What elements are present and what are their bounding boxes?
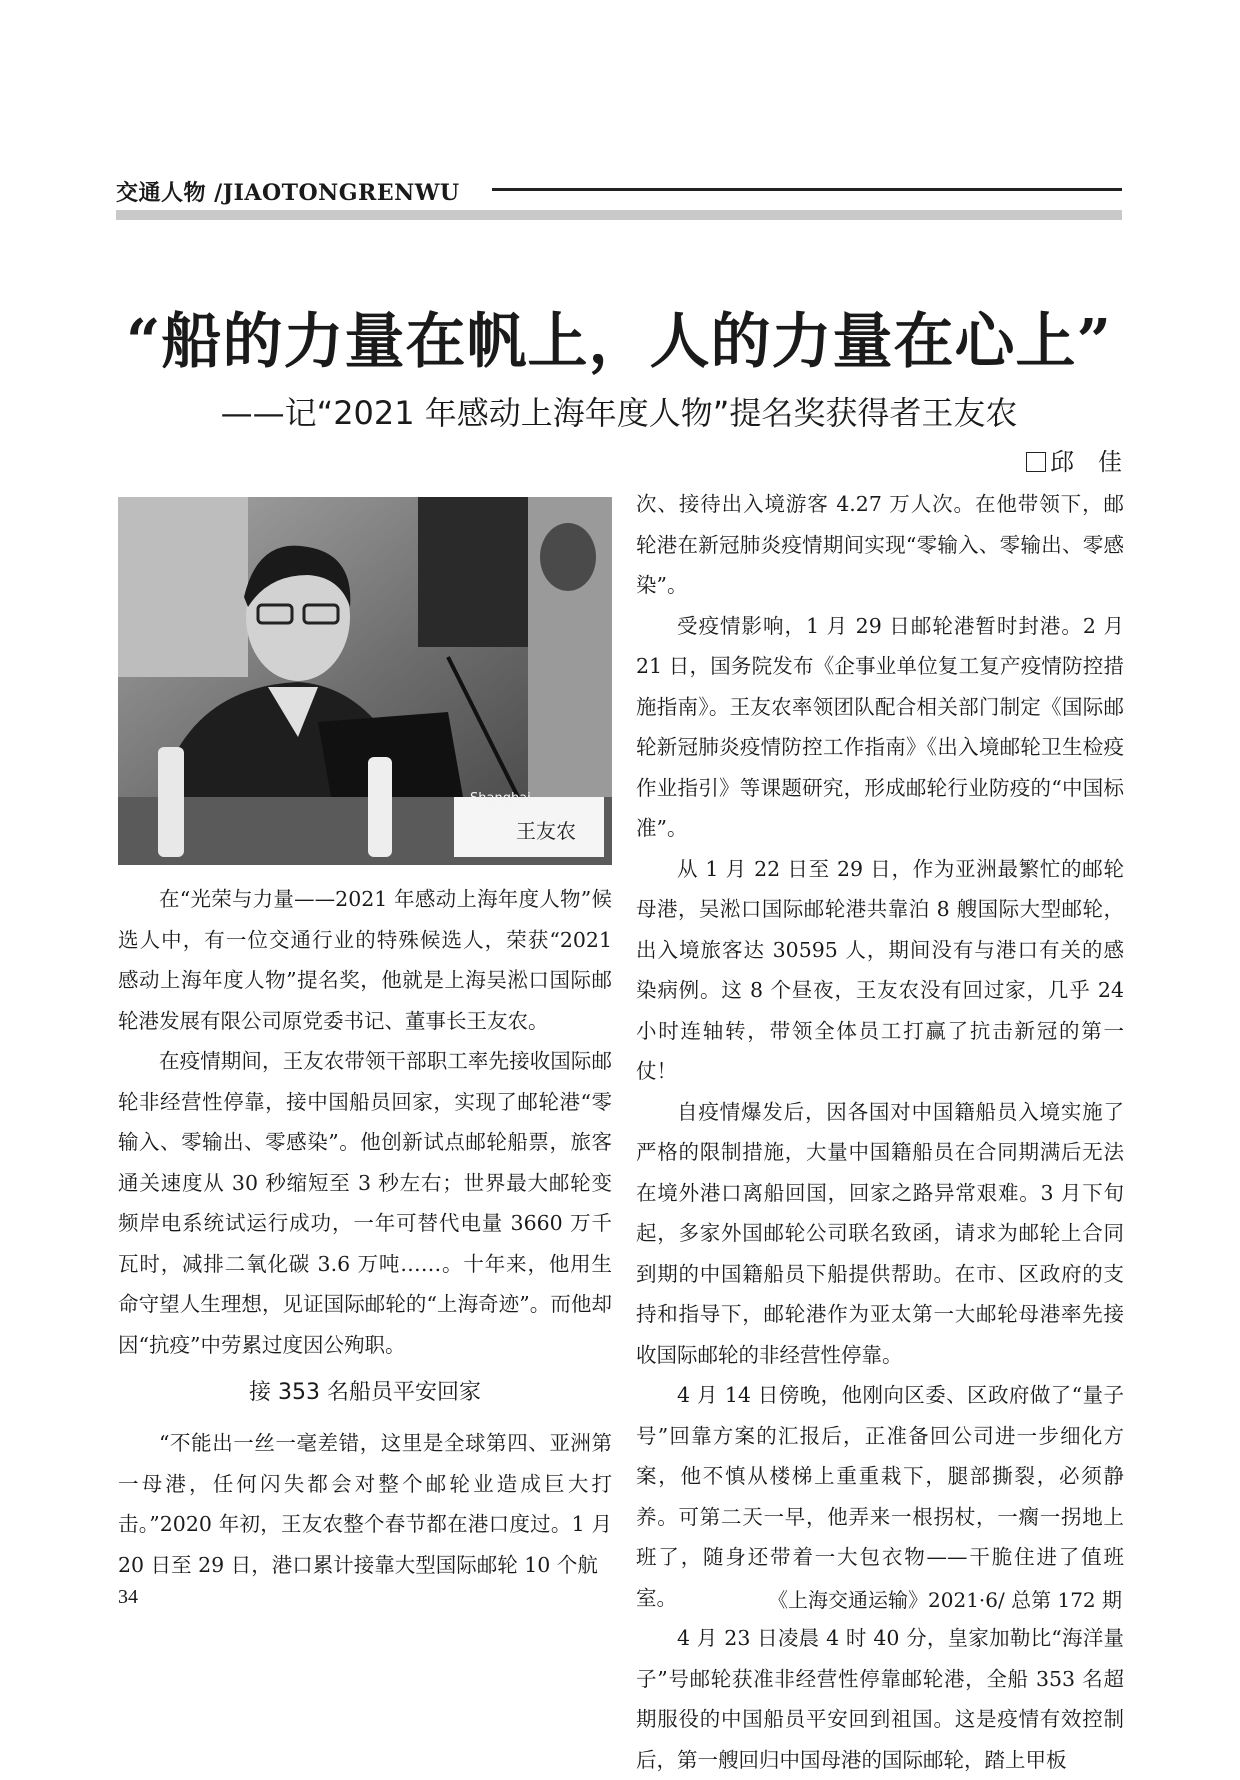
section-title: 交通人物 /JIAOTONGRENWU <box>116 180 460 206</box>
page-number: 34 <box>118 1586 138 1608</box>
section-subhead: 接 353 名船员平安回家 <box>249 1380 481 1405</box>
paragraph: 受疫情影响，1 月 29 日邮轮港暂时封港。2 月 21 日，国务院发布《企事业单位复工复产疫情防控措施指南》。王友农率领团队配合相关部门制定《国际邮轮新冠肺炎疫情防控工作指南》《出入境邮轮卫生检疫作业指引》等课题研究，形成邮轮行业防疫的“中国标准”。 <box>636 613 1124 840</box>
article-title: “船的力量在帆上，人的力量在心上” <box>125 307 1113 377</box>
photo-logo: Shanghai <box>470 791 531 806</box>
section-header <box>116 170 1122 212</box>
paragraph: 4 月 23 日凌晨 4 时 40 分，皇家加勒比“海洋量子”号邮轮获准非经营性停靠邮轮港，全船 353 名超期服役的中国船员平安回到祖国。这是疫情有效控制后，第一艘回归中国母港的国际邮轮，踏上甲板 <box>636 1626 1124 1772</box>
paragraph: 在“光荣与力量——2021 年感动上海年度人物”候选人中，有一位交通行业的特殊候选人，荣获“2021 感动上海年度人物”提名奖，他就是上海吴淞口国际邮轮港发展有限公司原党委书记、董事长王友农。 <box>118 887 612 1033</box>
article-subtitle: ——记“2021 年感动上海年度人物”提名奖获得者王友农 <box>220 394 1018 432</box>
paragraph: 从 1 月 22 日至 29 日，作为亚洲最繁忙的邮轮母港，吴淞口国际邮轮港共靠泊 8 艘国际大型邮轮，出入境旅客达 30595 人，期间没有与港口有关的感染病例。这 8 个昼夜，王友农没有回过家，几乎 24 小时连轴转，带领全体员工打赢了抗击新冠的第一仗！ <box>636 856 1124 1083</box>
photo-nameplate: 王友农 <box>516 819 576 843</box>
paragraph: 自疫情爆发后，因各国对中国籍船员入境实施了严格的限制措施，大量中国籍船员在合同期满后无法在境外港口离船回国，回家之路异常艰难。3 月下旬起，多家外国邮轮公司联名致函，请求为邮轮上合同到期的中国籍船员下船提供帮助。在市、区政府的支持和指导下，邮轮港作为亚太第一大邮轮母港率先接收国际邮轮的非经营性停靠。 <box>636 1099 1124 1367</box>
photo-illustration <box>118 497 612 865</box>
paragraph-continuation: 次、接待出入境游客 4.27 万人次。在他带领下，邮轮港在新冠肺炎疫情期间实现“零输入、零输出、零感染”。 <box>636 492 1124 597</box>
paragraph: “不能出一丝一毫差错，这里是全球第四、亚洲第一母港，任何闪失都会对整个邮轮业造成巨大打击。”2020 年初，王友农整个春节都在港口度过。1 月 20 日至 29 日，港口累计接靠大型国际邮轮 10 个航 <box>118 1431 612 1577</box>
header-band <box>116 210 1122 220</box>
header-rule <box>492 188 1122 191</box>
paragraph: 4 月 14 日傍晚，他刚向区委、区政府做了“量子号”回靠方案的汇报后，正准备回公司进一步细化方案，他不慎从楼梯上重重栽下，腿部撕裂，必须静养。可第二天一早，他弄来一根拐杖，一瘸一拐地上班了，随身还带着一大包衣物——干脆住进了值班室。 <box>636 1383 1124 1610</box>
paragraph: 在疫情期间，王友农带领干部职工率先接收国际邮轮非经营性停靠，接中国船员回家，实现了邮轮港“零输入、零输出、零感染”。他创新试点邮轮船票，旅客通关速度从 30 秒缩短至 3 秒左右；世界最大邮轮变频岸电系统试运行成功，一年可替代电量 3660 万千瓦时，减排二氧化碳 3.6 万吨……。十年来，他用生命守望人生理想，见证国际邮轮的“上海奇迹”。而他却因“抗疫”中劳累过度因公殉职。 <box>118 1049 612 1357</box>
byline <box>1026 442 1122 477</box>
article-photo <box>118 497 612 865</box>
journal-citation: 《上海交通运输》2021·6/ 总第 172 期 <box>768 1588 1122 1612</box>
left-column <box>118 879 612 1585</box>
byline-author: 邱 佳 <box>1050 448 1122 476</box>
byline-box-icon <box>1026 452 1046 472</box>
